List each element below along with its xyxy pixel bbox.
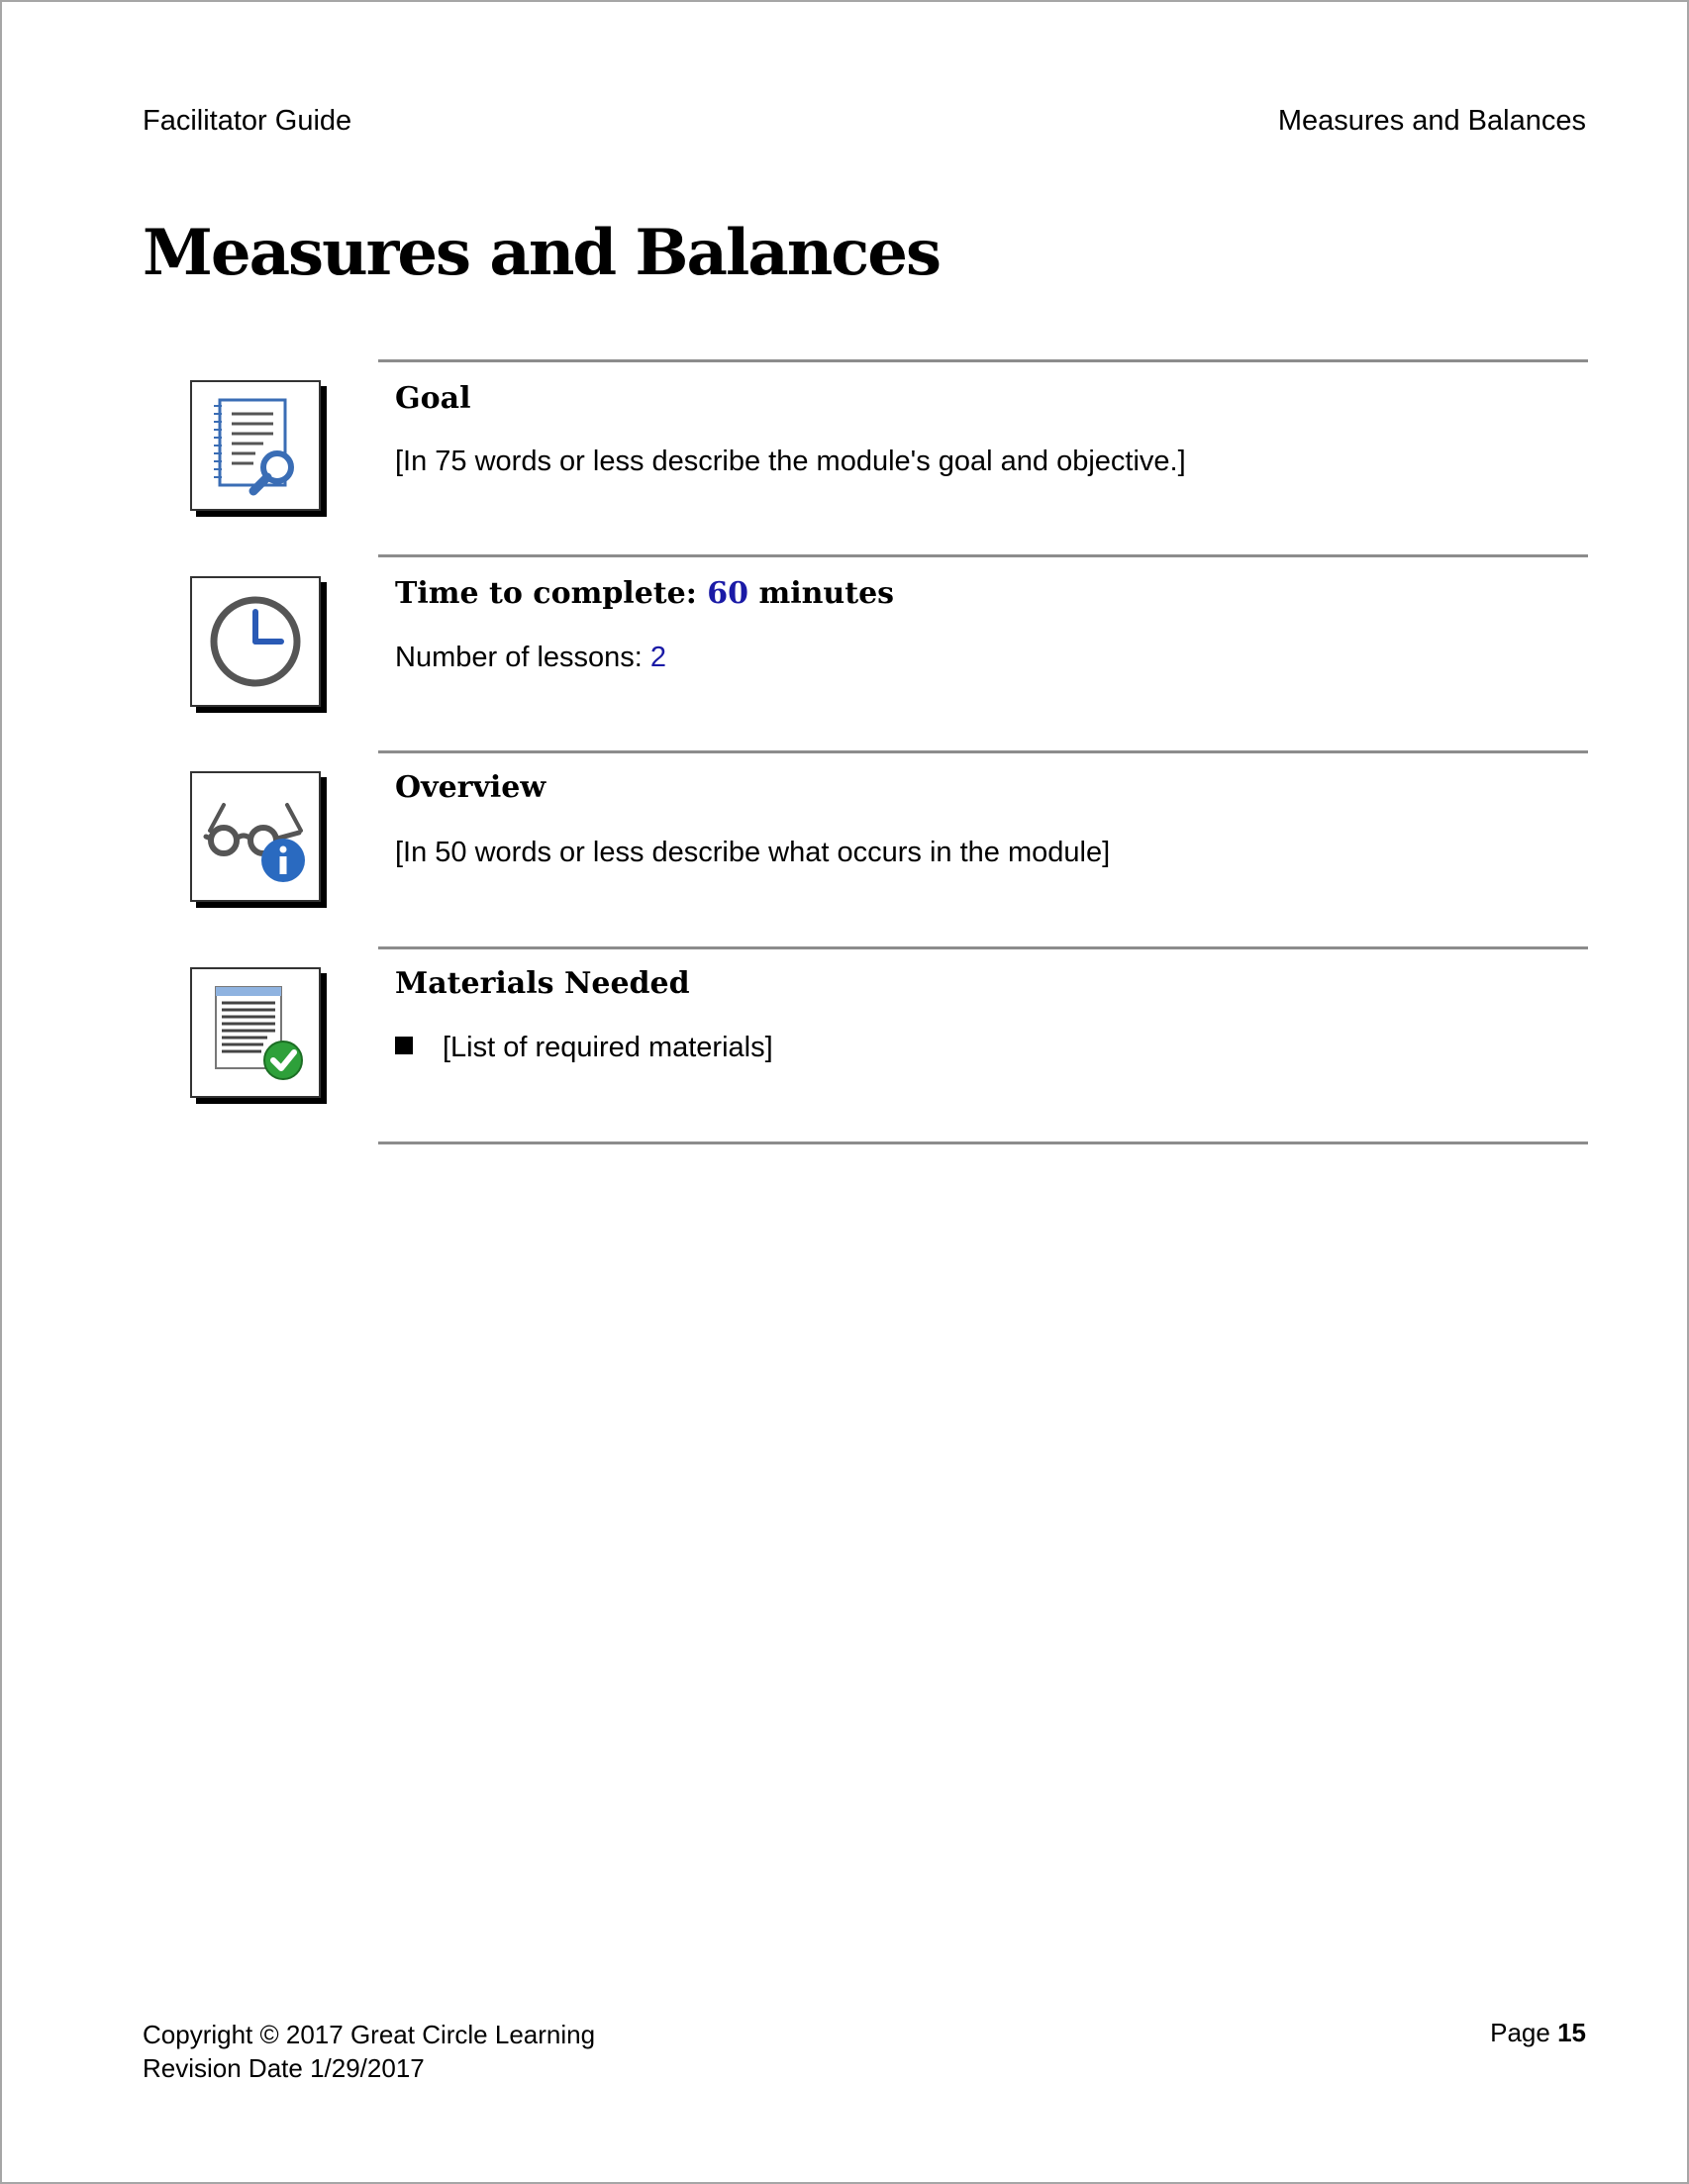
section-divider: [378, 554, 1588, 557]
overview-title: Overview: [395, 770, 546, 805]
footer-copyright: Copyright © 2017 Great Circle Learning: [143, 2020, 596, 2049]
page-title: Measures and Balances: [143, 216, 940, 290]
materials-list-item: [395, 1032, 773, 1064]
footer: [143, 2018, 595, 2085]
document-search-icon: [190, 380, 321, 511]
header-right: Measures and Balances: [1277, 105, 1586, 137]
lessons-label: Number of lessons:: [395, 642, 650, 673]
time-title-suffix: minutes: [748, 576, 895, 611]
goal-body: [In 75 words or less describe the module's goal and objective.]: [395, 446, 1186, 477]
goal-title: Goal: [395, 381, 471, 416]
section-divider: [378, 946, 1588, 949]
materials-item-text: [List of required materials]: [443, 1032, 773, 1063]
checklist-icon: [190, 967, 321, 1098]
materials-title: Materials Needed: [395, 966, 690, 1001]
clock-icon: [190, 576, 321, 707]
time-minutes: 60: [707, 576, 748, 611]
glasses-info-icon: [190, 771, 321, 902]
page-number-value: 15: [1557, 2018, 1586, 2047]
page-label: Page: [1490, 2018, 1558, 2047]
time-title-prefix: Time to complete:: [395, 576, 708, 611]
footer-revision: Revision Date 1/29/2017: [143, 2053, 425, 2083]
lessons-line: [395, 642, 666, 674]
lessons-count: 2: [649, 642, 667, 673]
header-left: Facilitator Guide: [143, 105, 352, 137]
time-title: [395, 576, 894, 611]
section-divider: [378, 750, 1588, 753]
section-divider: [378, 1142, 1588, 1144]
bullet-square-icon: [395, 1037, 413, 1054]
page-number: [1490, 2018, 1586, 2048]
section-divider: [378, 359, 1588, 362]
overview-body: [In 50 words or less describe what occurs in the module]: [395, 837, 1111, 868]
